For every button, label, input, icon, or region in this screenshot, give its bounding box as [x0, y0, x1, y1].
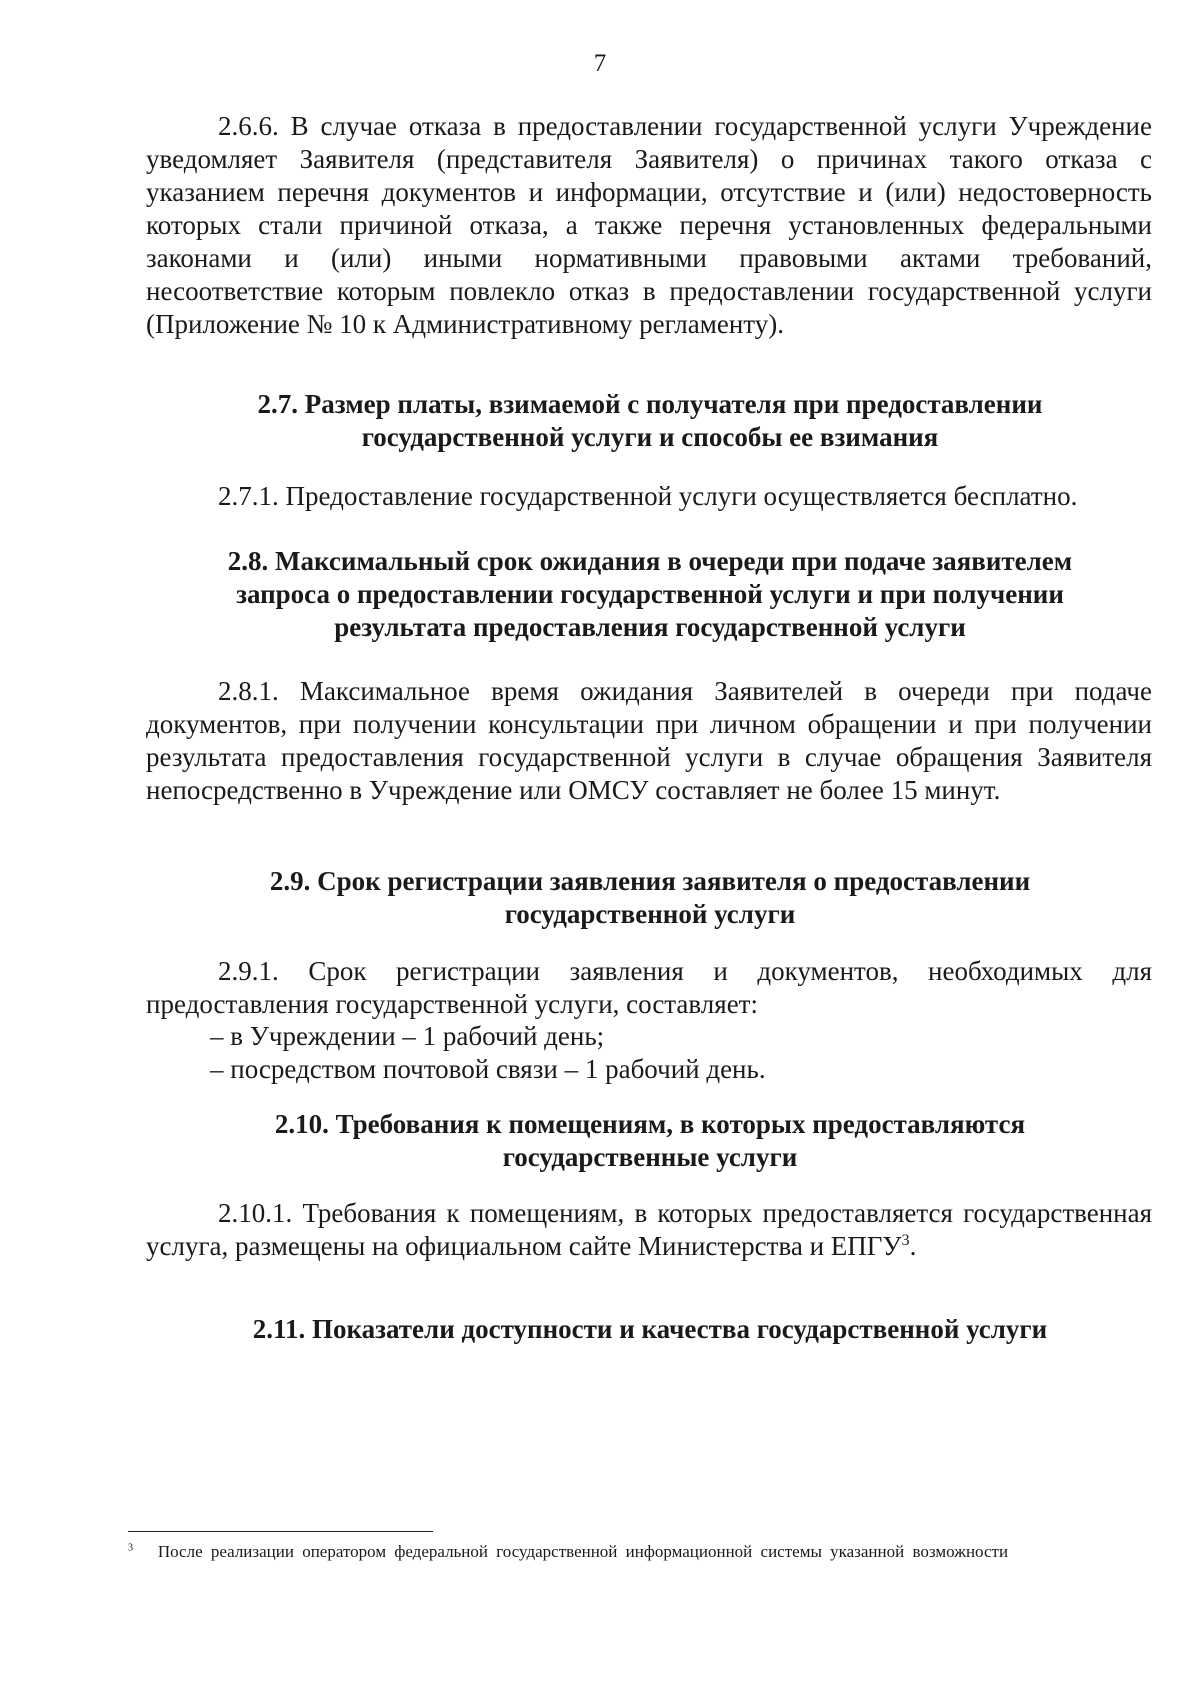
page-number: 7	[593, 50, 607, 77]
paragraph-2-9-1	[146, 955, 1152, 1021]
paragraph-2-7-1: 2.7.1. Предоставление государственной услуги осуществляется бесплатно.	[218, 481, 1078, 511]
heading-2-8	[120, 545, 1180, 644]
heading-2-10-line-1: 2.10. Требования к помещениям, в которых предоставляются	[274, 1109, 1026, 1139]
paragraph-2-10-1	[146, 1197, 1152, 1263]
heading-2-8-line-2: запроса о предоставлении государственной услуги и при получении	[236, 579, 1064, 609]
footnote-separator	[128, 1531, 433, 1532]
heading-2-10-line-2: государственные услуги	[502, 1142, 798, 1172]
paragraph-2-6-6	[146, 110, 1152, 341]
heading-2-8-line-1: 2.8. Максимальный срок ожидания в очереди при подаче заявителем	[227, 546, 1073, 576]
footnote-reference[interactable]: 3	[901, 1231, 910, 1249]
list-item-2: – посредством почтовой связи – 1 рабочий день.	[210, 1054, 766, 1084]
footnote	[128, 1540, 1138, 1563]
list-item-1: – в Учреждении – 1 рабочий день;	[210, 1021, 605, 1051]
paragraph-2-8-1-text: 2.8.1. Максимальное время ожидания Заявителей в очереди при подаче документов, при получении консультации при личном обращении и при получении результата предоставления государственной услуги в случае обращения Заявителя непосредственно в Учреждение или ОМСУ составляет не более 15 минут.	[146, 676, 1152, 805]
paragraph-2-8-1	[146, 675, 1152, 807]
paragraph-2-9-1-text: 2.9.1. Срок регистрации заявления и документов, необходимых для предоставления государственной услуги, составляет:	[146, 956, 1152, 1019]
heading-2-10	[120, 1108, 1180, 1174]
heading-2-9-line-2: государственной услуги	[504, 899, 796, 929]
footnote-mark: 3	[128, 1542, 134, 1554]
heading-2-8-line-3: результата предоставления государственной услуги	[334, 612, 966, 642]
heading-2-9-line-1: 2.9. Срок регистрации заявления заявителя о предоставлении	[269, 866, 1031, 896]
heading-2-7-line-1: 2.7. Размер платы, взимаемой с получателя при предоставлении	[257, 389, 1043, 419]
heading-2-11-line-1: 2.11. Показатели доступности и качества государственной услуги	[252, 1314, 1048, 1344]
footnote-text: После реализации оператором федеральной государственной информационной системы указанной возможности	[157, 1542, 1009, 1561]
heading-2-7-line-2: государственной услуги и способы ее взимания	[361, 422, 939, 452]
paragraph-2-6-6-text: 2.6.6. В случае отказа в предоставлении государственной услуги Учреждение уведомляет Заявителя (представителя Заявителя) о причинах такого отказа с указанием перечня документов и информации, отсутствие и (или) недостоверность которых стали причиной отказа, а также перечня установленных федеральными законами и (или) иными нормативными правовыми актами требований, несоответствие которым повлекло отказ в предоставлении государственной услуги (Приложение № 10 к Административному регламенту).	[146, 111, 1152, 339]
heading-2-7	[120, 388, 1180, 454]
heading-2-9	[120, 865, 1180, 931]
paragraph-2-10-1-end: .	[909, 1231, 917, 1261]
paragraph-2-10-1-text: 2.10.1. Требования к помещениям, в которых предоставляется государственная услуга, размещены на официальном сайте Министерства и ЕПГУ	[146, 1198, 1152, 1261]
heading-2-11	[120, 1313, 1180, 1346]
